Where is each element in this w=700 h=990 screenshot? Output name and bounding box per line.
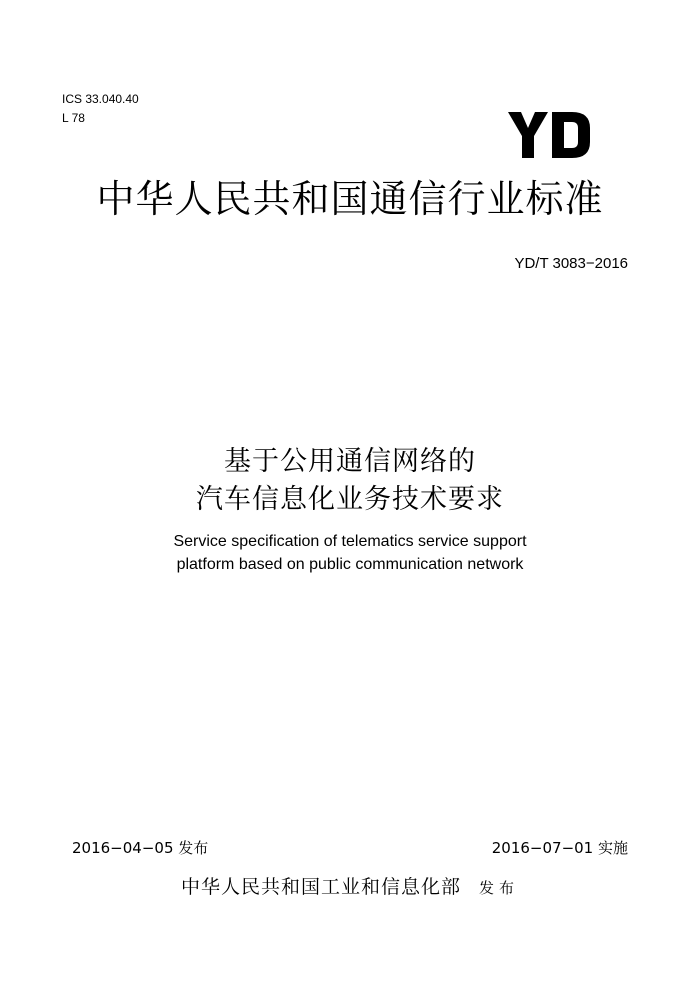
publish-action: 发布	[479, 879, 520, 897]
ics-code: ICS 33.040.40	[62, 92, 139, 106]
title-en-line2: platform based on public communication network	[176, 556, 524, 573]
yd-logo	[508, 112, 590, 158]
publisher-line	[0, 874, 700, 901]
issue-date: 2016−04−05 发布	[72, 839, 209, 857]
title-en-line1: Service specification of telematics service support	[173, 533, 527, 550]
title-cn-line1: 基于公用通信网络的	[224, 446, 476, 477]
standard-number: YD/T 3083−2016	[514, 255, 628, 272]
standard-category-title: 中华人民共和国通信行业标准	[96, 177, 604, 221]
effective-date: 2016−07−01 实施	[491, 839, 628, 857]
title-cn-line2: 汽车信息化业务技术要求	[196, 484, 504, 515]
classification-code: L 78	[62, 111, 85, 125]
publisher-org: 中华人民共和国工业和信息化部	[180, 876, 461, 898]
